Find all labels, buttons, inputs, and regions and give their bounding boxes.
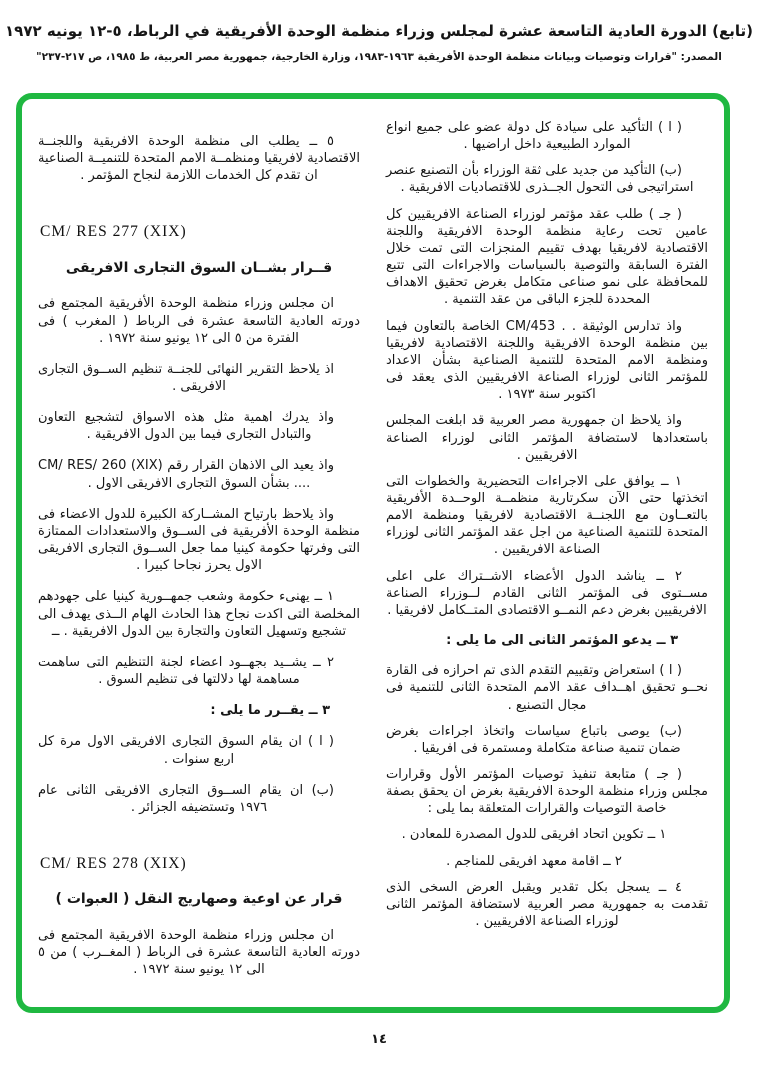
paragraph: واذ يدرك اهمية مثل هذه الاسواق لتشجيع التعاون والتبادل التجارى فيما بين الدول الافريقية .: [38, 410, 334, 443]
column-left: [38, 119, 360, 999]
resolution-code: CM/ RES 277 (XIX): [40, 223, 187, 241]
paragraph: ( جـ ) متابعة تنفيذ توصيات المؤتمر الأول وقرارات مجلس وزراء منظمة الوحدة الافريقية بغرض ان يحقق بصفة خاصة التوصيات والقرارات المتعلقة بما يلى :: [386, 767, 708, 817]
paragraph: اذ يلاحظ التقرير النهائى للجنــة تنظيم الســوق التجارى الافريقى .: [38, 361, 334, 395]
paragraph: واذ يلاحظ بارتياح المشــاركة الكبيرة للدول الاعضاء فى منظمة الوحدة الأفريقية فى الســوق والاستعدادات الممتازة التى وفرتها حكومة كينيا مما جعل الســوق التجارى الافريقى الاول يحرز نجاحا كبيرا .: [38, 506, 360, 574]
column-right: [386, 119, 708, 999]
paragraph: ( ا ) استعراض وتقييم التقدم الذى تم احرازه فى القارة نحــو تحقيق اهــداف عقد الامم المتحدة الثانى للتنمية فى مجال التصنيع .: [386, 663, 708, 713]
paragraph: ٤ ــ يسجل بكل تقدير ويقبل العرض السخى الذى تقدمت به جمهورية مصر العربية لاستضافة المؤتمر الثانى لوزراء الصناعة الافريقيين .: [386, 879, 708, 930]
page-header: [0, 22, 758, 63]
paragraph: ( ا ) التأكيد على سيادة كل دولة عضو على جميع انواع الموارد الطبيعية داخل اراضيها .: [386, 120, 682, 153]
resolution-title: قــرار بشــان السوق التجارى الافريقى: [65, 259, 333, 276]
paragraph: ٢ ــ يشــيد بجهــود اعضاء لجنة التنظيم التى ساهمت مساهمة لها دلالتها فى تنظيم السوق .: [38, 654, 334, 688]
paragraph: ٢ ــ يناشد الدول الأعضاء الاشــتراك على اعلى مســتوى فى المؤتمر الثانى القادم لــوزراء الصناعة الافريقيين بغرض دعم النمــو الاقتصادى المتــكامل لافريقيا .: [386, 568, 708, 618]
page-number: ١٤: [371, 1032, 387, 1047]
paragraph: ان مجلس وزراء منظمة الوحدة الافريقية المجتمع فى دورته العادية التاسعة عشرة فى الرباط ( المغــرب ) من ٥ الى ١٢ يونيو سنة ١٩٧٢ .: [38, 927, 360, 978]
source-citation: المصدر: "قرارات وتوصيات وبيانات منظمة الوحدة الأفريقية ١٩٦٣-١٩٨٣، وزارة الخارجية، جمهورية مصر العربية، ط ١٩٨٥، ص ٢١٧-٢٣٧": [36, 51, 722, 63]
text-columns: [38, 119, 708, 999]
clause-heading: ٣ ــ يدعو المؤتمر الثانى الى ما يلى :: [446, 633, 678, 649]
paragraph: ١ ــ يوافق على الاجراءات التحضيرية والخطوات التى اتخذتها حتى الآن سكرتارية منظمــة الوحــدة الأفريقية بالتعــاون مع اللجنــة الاقتصادية لافريقيا ومنظمة الامم المتحدة للتنمية الصناعية من اجل عقد المؤتمر الثانى لوزراء الصناعة الافريقيين .: [386, 473, 708, 558]
paragraph: (ب) التأكيد من جديد على ثقة الوزراء بأن التصنيع عنصر استراتيجى فى التحول الجــذرى للاقتصاديات الافريقية .: [386, 163, 694, 196]
paragraph: ١ ــ يهنىء حكومة وشعب جمهــورية كينيا على جهودهم المخلصة التى اكدت نجاح هذا الحادث الهام الــذى يهدف الى تشجيع وتسهيل التعاون والتجارة بين الدول الافريقية . ــ: [38, 589, 360, 639]
paragraph: (ب) ان يقام الســوق التجارى الافريقى الثانى عام ١٩٧٦ وتستضيفه الجزائر .: [38, 782, 334, 815]
paragraph: ٥ ــ يطلب الى منظمة الوحدة الافريقية واللجنــة الاقتصادية لافريقيا ومنظمــة الامم المتحدة للتنميــة الصناعية ان تقدم كل الخدمات اللازمة لنجاح المؤتمر .: [38, 134, 360, 184]
document-green-frame: [16, 93, 730, 1013]
resolution-title: قرار عن اوعية وصهاريج النقل ( العبوات ): [55, 891, 343, 908]
paragraph: واذ تدارس الوثيقة . . CM/453 الخاصة بالتعاون فيما بين منظمة الوحدة الافريقية واللجنة الاقتصادية لافريقيا ومنظمة الامم المتحدة للتنمية الصناعية بشأن الاعداد للمؤتمر الثانى لوزراء الصناعة الافريقيين الذى يعقد فى اكتوبر سنة ١٩٧٣ .: [386, 318, 708, 403]
clause-heading: ٣ ــ يقــرر ما يلى :: [210, 703, 330, 719]
paragraph: ١ ــ تكوين اتحاد افريقى للدول المصدرة للمعادن .: [401, 827, 667, 843]
paragraph: واذ يعيد الى الاذهان القرار رقم CM/ RES/ 260 (XIX) .... بشأن السوق التجارى الافريقى الاول .: [38, 458, 334, 491]
session-title: (تابع) الدورة العادية التاسعة عشرة لمجلس وزراء منظمة الوحدة الأفريقية في الرباط، ٥-١٢ يونيه ١٩٧٢: [5, 22, 753, 40]
paragraph: واذ يلاحظ ان جمهورية مصر العربية قد ابلغت المجلس باستعدادها لاستضافة المؤتمر الثانى لوزراء الصناعة الافريقيين .: [386, 413, 708, 463]
paragraph: ( جـ ) طلب عقد مؤتمر لوزراء الصناعة الافريقيين كل عامين تحت رعاية منظمة الوحدة الافريقية واللجنة الاقتصادية لافريقيا بهدف تقييم المنجزات التى تمت خلال الفترة السابقة والتوصية بالسياسات والاجراءات التى تتبع للمحافظة على نمو صناعى متكامل بغرض تحقيق الاهداف المحددة للجزء الباقى من عقد التنمية .: [386, 206, 708, 308]
paragraph: (ب) يوصى باتباع سياسات واتخاذ اجراءات بغرض ضمان تنمية صناعة متكاملة ومستمرة فى افريقيا .: [386, 723, 682, 756]
paragraph: ٢ ــ اقامة معهد افريقى للمناجم .: [446, 853, 622, 869]
paragraph: ( ا ) ان يقام السوق التجارى الافريقى الاول مرة كل اربع سنوات .: [38, 734, 334, 767]
resolution-code: CM/ RES 278 (XIX): [40, 854, 187, 872]
paragraph: ان مجلس وزراء منظمة الوحدة الأفريقية المجتمع فى دورته العادية التاسعة عشرة فى الرباط ( المغرب ) فى الفترة من ٥ الى ١٢ يونيو سنة ١٩٧٢ .: [38, 296, 360, 346]
